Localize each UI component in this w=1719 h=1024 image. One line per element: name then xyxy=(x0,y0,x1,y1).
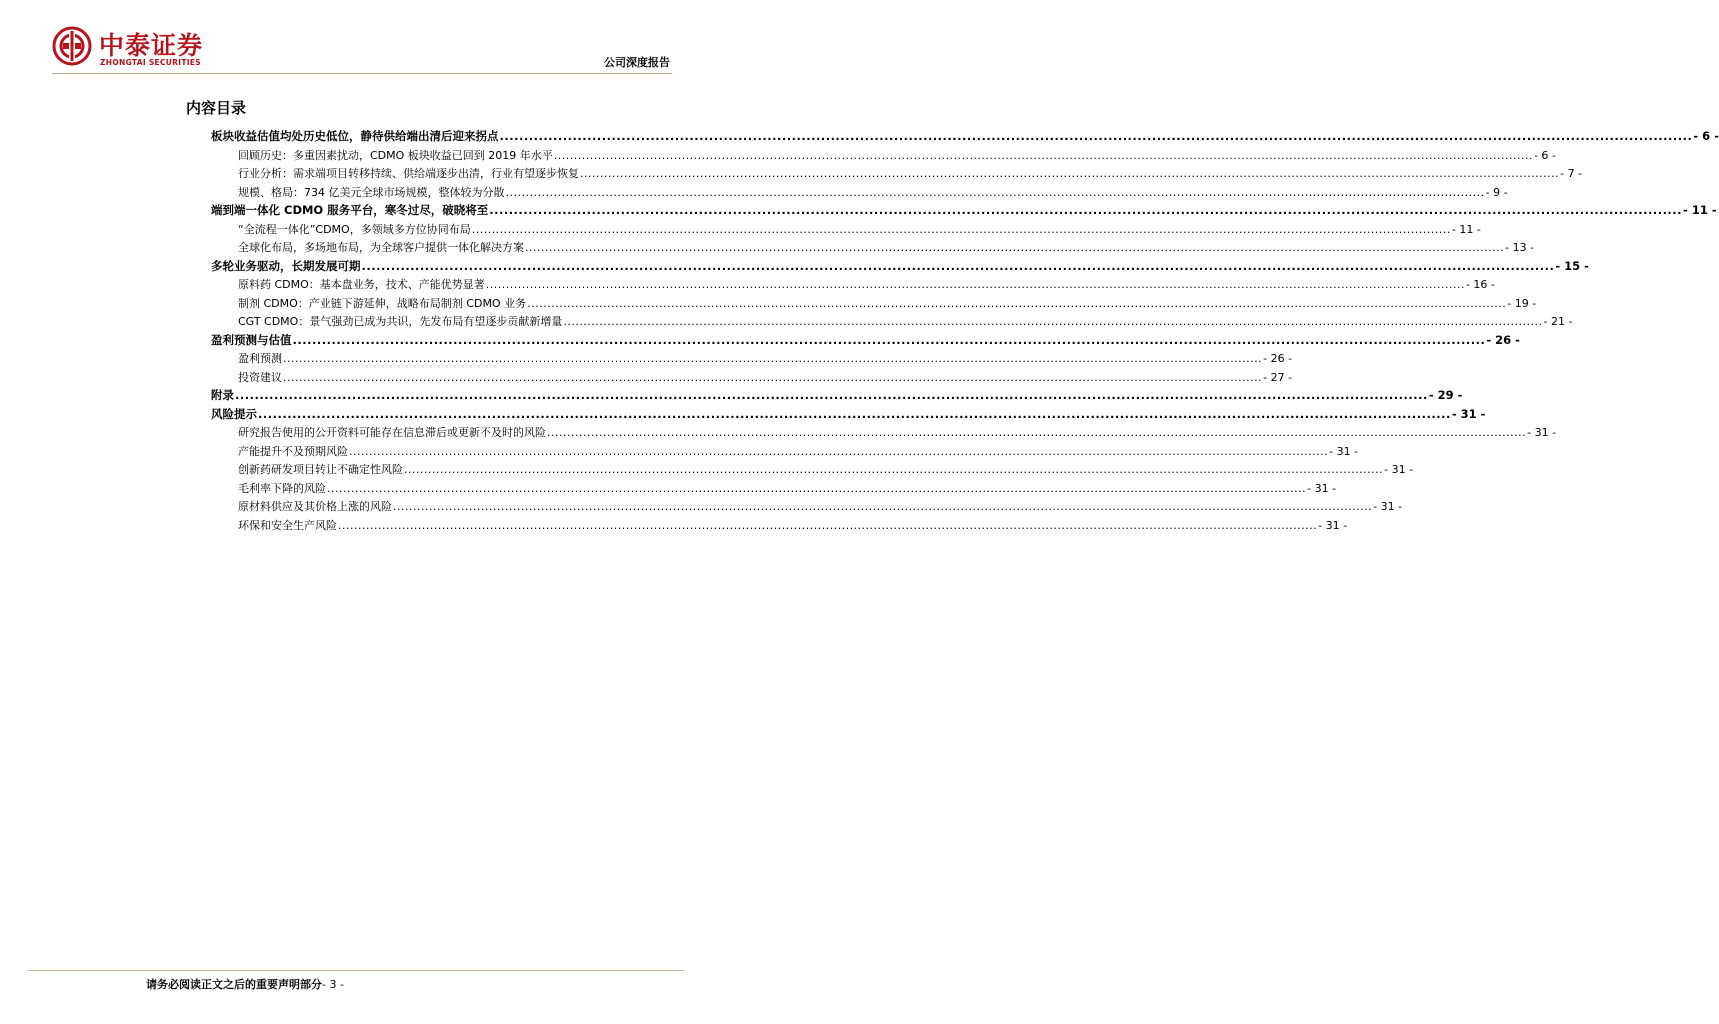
toc-entry-title: CGT CDMO：景气强劲已成为共识，先发布局有望逐步贡献新增量 xyxy=(238,315,563,328)
toc-dot-leader xyxy=(393,500,1372,513)
toc-subsection-entry[interactable] xyxy=(238,165,1583,183)
toc-dot-leader xyxy=(489,203,1682,217)
toc-entry-title: 规模、格局：734 亿美元全球市场规模，整体较为分散 xyxy=(238,185,505,199)
toc-entry-title: 板块收益估值均处历史低位，静待供给端出清后迎来拐点 xyxy=(211,129,499,143)
toc-entry-page: - 31 - xyxy=(1307,481,1337,495)
footer-notice: 请务必阅读正文之后的重要声明部分 xyxy=(146,978,322,991)
toc-subsection-entry[interactable] xyxy=(238,517,1348,535)
toc-entry-title: 回顾历史：多重因素扰动，CDMO 板块收益已回到 2019 年水平 xyxy=(238,148,553,162)
toc-entry-title: 风险提示 xyxy=(211,406,257,421)
toc-subsection-entry[interactable] xyxy=(238,480,1337,498)
toc-dot-leader xyxy=(283,352,1262,365)
toc-entry-page: - 21 - xyxy=(1543,315,1573,328)
toc-entry-title: 原材料供应及其价格上涨的风险 xyxy=(238,500,392,513)
toc-entry-title: 盈利预测与估值 xyxy=(211,332,292,347)
toc-entry-title: 附录 xyxy=(211,388,234,402)
toc-dot-leader xyxy=(235,388,1428,402)
toc-entry-title: 环保和安全生产风险 xyxy=(238,518,337,532)
toc-subsection-entry[interactable] xyxy=(238,276,1495,294)
toc-entry-title: 多轮业务驱动，长期发展可期 xyxy=(211,258,361,273)
toc-entry-title: 研究报告使用的公开资料可能存在信息滞后或更新不及时的风险 xyxy=(238,426,546,439)
toc-dot-leader xyxy=(349,445,1328,458)
toc-dot-leader xyxy=(554,149,1533,162)
logo-english-name: ZHONGTAI SECURITIES xyxy=(100,58,201,67)
toc-entry-page: - 19 - xyxy=(1507,296,1537,310)
toc-dot-leader xyxy=(404,463,1383,476)
toc-section-entry[interactable] xyxy=(211,332,1520,350)
toc-entry-page: - 31 - xyxy=(1384,463,1414,476)
zhongtai-logo-icon xyxy=(52,26,92,66)
toc-entry-title: 投资建议 xyxy=(238,370,282,384)
toc-subsection-entry[interactable] xyxy=(238,461,1414,479)
toc-entry-title: 盈利预测 xyxy=(238,352,282,365)
toc-entry-page: - 26 - xyxy=(1486,332,1520,347)
toc-dot-leader xyxy=(563,315,1542,328)
toc-subsection-entry[interactable] xyxy=(238,498,1403,516)
toc-entry-page: - 6 - xyxy=(1693,129,1719,143)
page-footer xyxy=(146,976,344,992)
toc-dot-leader xyxy=(338,519,1317,532)
toc-entry-title: “全流程一体化”CDMO，多领域多方位协同布局 xyxy=(238,222,471,236)
toc-subsection-entry[interactable] xyxy=(238,239,1535,257)
toc-subsection-entry[interactable] xyxy=(238,147,1556,165)
toc-dot-leader xyxy=(580,167,1559,180)
toc-entry-title: 制剂 CDMO：产业链下游延伸，战略布局制剂 CDMO 业务 xyxy=(238,296,527,310)
toc-subsection-entry[interactable] xyxy=(238,350,1293,368)
toc-dot-leader xyxy=(525,241,1504,254)
toc-entry-page: - 9 - xyxy=(1485,185,1508,199)
toc-subsection-entry[interactable] xyxy=(238,369,1293,387)
toc-entry-title: 行业分析：需求端项目转移持续、供给端逐步出清，行业有望逐步恢复 xyxy=(238,167,579,180)
toc-section-entry[interactable] xyxy=(211,387,1463,405)
toc-dot-leader xyxy=(547,426,1526,439)
toc-dot-leader xyxy=(472,223,1451,236)
toc-dot-leader xyxy=(527,297,1506,310)
toc-entry-page: - 31 - xyxy=(1527,426,1557,439)
toc-subsection-entry[interactable] xyxy=(238,184,1508,202)
toc-entry-page: - 13 - xyxy=(1505,241,1535,254)
toc-dot-leader xyxy=(506,186,1485,199)
toc-title: 内容目录 xyxy=(186,99,247,117)
toc-entry-page: - 6 - xyxy=(1533,148,1556,162)
toc-entry-page: - 11 - xyxy=(1451,222,1481,236)
toc-entry-page: - 26 - xyxy=(1263,352,1293,365)
toc-entry-title: 端到端一体化 CDMO 服务平台，寒冬过尽，破晓将至 xyxy=(211,203,489,217)
footer-divider xyxy=(28,970,684,971)
toc-entry-page: - 31 - xyxy=(1318,518,1348,532)
toc-entry-page: - 7 - xyxy=(1560,167,1583,180)
toc-entry-page: - 27 - xyxy=(1263,370,1293,384)
toc-entry-page: - 31 - xyxy=(1373,500,1403,513)
page-number: - 3 - xyxy=(322,978,344,991)
toc-dot-leader xyxy=(327,482,1306,495)
toc-subsection-entry[interactable] xyxy=(238,313,1573,331)
toc-entry-title: 毛利率下降的风险 xyxy=(238,481,326,495)
toc-dot-leader xyxy=(258,407,1451,421)
toc-entry-page: - 15 - xyxy=(1555,258,1589,273)
logo-chinese-name: 中泰证券 xyxy=(99,31,204,60)
toc-entry-title: 产能提升不及预期风险 xyxy=(238,444,348,458)
toc-entry-title: 全球化布局，多场地布局，为全球客户提供一体化解决方案 xyxy=(238,241,524,254)
toc-dot-leader xyxy=(500,129,1693,143)
toc-dot-leader xyxy=(293,333,1486,347)
toc-dot-leader xyxy=(362,259,1555,273)
toc-subsection-entry[interactable] xyxy=(238,443,1359,461)
toc-entry-page: - 16 - xyxy=(1465,278,1495,291)
toc-section-entry[interactable] xyxy=(211,128,1719,146)
company-logo xyxy=(52,26,252,72)
toc-entry-title: 原料药 CDMO：基本盘业务，技术、产能优势显著 xyxy=(238,278,485,291)
page-header xyxy=(0,0,724,80)
toc-entry-page: - 29 - xyxy=(1428,388,1463,402)
toc-dot-leader xyxy=(486,278,1465,291)
toc-entry-page: - 31 - xyxy=(1451,406,1486,421)
toc-subsection-entry[interactable] xyxy=(238,424,1557,442)
toc-section-entry[interactable] xyxy=(211,406,1486,424)
report-type-label: 公司深度报告 xyxy=(604,56,670,69)
toc-entry-page: - 31 - xyxy=(1329,444,1359,458)
toc-dot-leader xyxy=(283,371,1262,384)
toc-subsection-entry[interactable] xyxy=(238,221,1481,239)
toc-section-entry[interactable] xyxy=(211,258,1589,276)
toc-subsection-entry[interactable] xyxy=(238,295,1537,313)
header-divider xyxy=(52,73,672,74)
toc-section-entry[interactable] xyxy=(211,202,1717,220)
toc-entry-title: 创新药研发项目转让不确定性风险 xyxy=(238,463,403,476)
toc-entry-page: - 11 - xyxy=(1683,203,1717,217)
